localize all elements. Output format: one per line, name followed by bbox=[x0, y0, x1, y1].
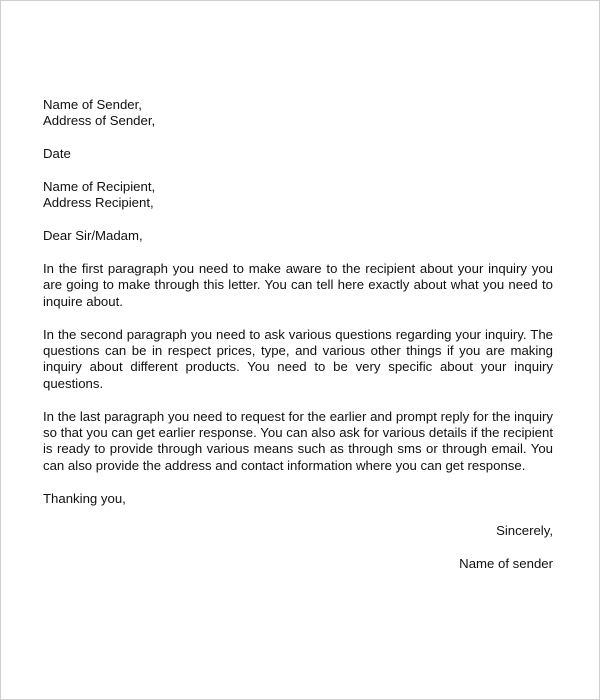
salutation: Dear Sir/Madam, bbox=[43, 228, 143, 244]
sender-block bbox=[43, 97, 553, 130]
letter-date: Date bbox=[43, 146, 71, 162]
paragraph-second: In the second paragraph you need to ask various questions regarding your inquiry. The questions can be in respect prices, type, and various other things if you are making inquiry about different products. You need to be very specific about your inquiry questions. bbox=[43, 326, 553, 391]
letter-body bbox=[43, 97, 553, 573]
date-block bbox=[43, 146, 553, 162]
closing: Sincerely, bbox=[496, 523, 553, 539]
paragraph-first: In the first paragraph you need to make aware to the recipient about your inquiry you are going to make through this letter. You can tell here exactly about what you need to inquire about. bbox=[43, 261, 553, 309]
signature-name: Name of sender bbox=[459, 556, 553, 572]
recipient-name: Name of Recipient, bbox=[43, 179, 156, 194]
paragraph-last: In the last paragraph you need to request for the earlier and prompt reply for the inquiry so that you can get earlier response. You can also ask for various details if the recipient is ready to provide through various means such as through sms or through email. You can also provide the address and contact information where you can get response. bbox=[43, 408, 553, 473]
sender-address: Address of Sender, bbox=[43, 113, 156, 129]
recipient-block bbox=[43, 179, 553, 212]
sender-name: Name of Sender, bbox=[43, 97, 142, 112]
thanks-line: Thanking you, bbox=[43, 490, 126, 506]
recipient-address: Address Recipient, bbox=[43, 195, 154, 211]
